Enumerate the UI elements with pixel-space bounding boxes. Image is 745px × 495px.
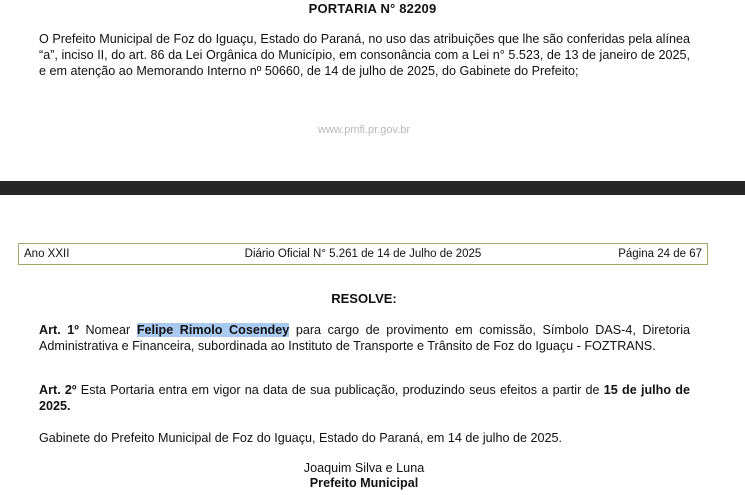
header-year: Ano XXII (24, 248, 70, 260)
document-page-top (0, 0, 745, 181)
highlighted-name[interactable]: Felipe Rimolo Cosendey (136, 323, 290, 337)
website-watermark: www.pmfi.pr.gov.br (317, 124, 411, 136)
article-1 (39, 322, 690, 354)
article-1-label: Art. 1º (39, 323, 79, 337)
portaria-title: PORTARIA N° 82209 (308, 1, 437, 16)
article-2 (39, 382, 690, 414)
article-1-text: para cargo de provimento em comissão, Símbolo DAS-4, Diretoria Administrativa e Financeira, subordinada ao Instituto de Transporte e Trânsito de Foz do Iguaçu - FOZTRANS. (39, 323, 691, 354)
article-2-date: 15 de julho de 2025. (39, 383, 690, 414)
gazette-header (18, 243, 708, 265)
header-page-number: Página 24 de 67 (618, 248, 702, 260)
article-2-text: Esta Portaria entra em vigor na data de sua publicação, produzindo seus efeitos a partir de (76, 383, 604, 397)
signer-name: Joaquim Silva e Luna (303, 461, 425, 475)
article-2-label: Art. 2º (39, 383, 77, 397)
signer-role: Prefeito Municipal (309, 476, 419, 490)
page-divider (0, 181, 745, 195)
header-edition: Diário Oficial N° 5.261 de 14 de Julho de 2025 (244, 248, 482, 260)
closing-paragraph: Gabinete do Prefeito Municipal de Foz do Iguaçu, Estado do Paraná, em 14 de julho de 2025. (39, 431, 562, 445)
resolve-heading: RESOLVE: (331, 291, 397, 306)
intro-paragraph: O Prefeito Municipal de Foz do Iguaçu, Estado do Paraná, no uso das atribuições que lhe são conferidas pela alínea “a”, inciso II, do art. 86 da Lei Orgânica do Município, em consonância com a Lei n° 5.523, de 13 de janeiro de 2025, e em atenção ao Memorando Interno nº 50660, de 14 de julho de 2025, do Gabinete do Prefeito; (39, 32, 690, 79)
article-1-pre: Nomear (78, 323, 137, 337)
